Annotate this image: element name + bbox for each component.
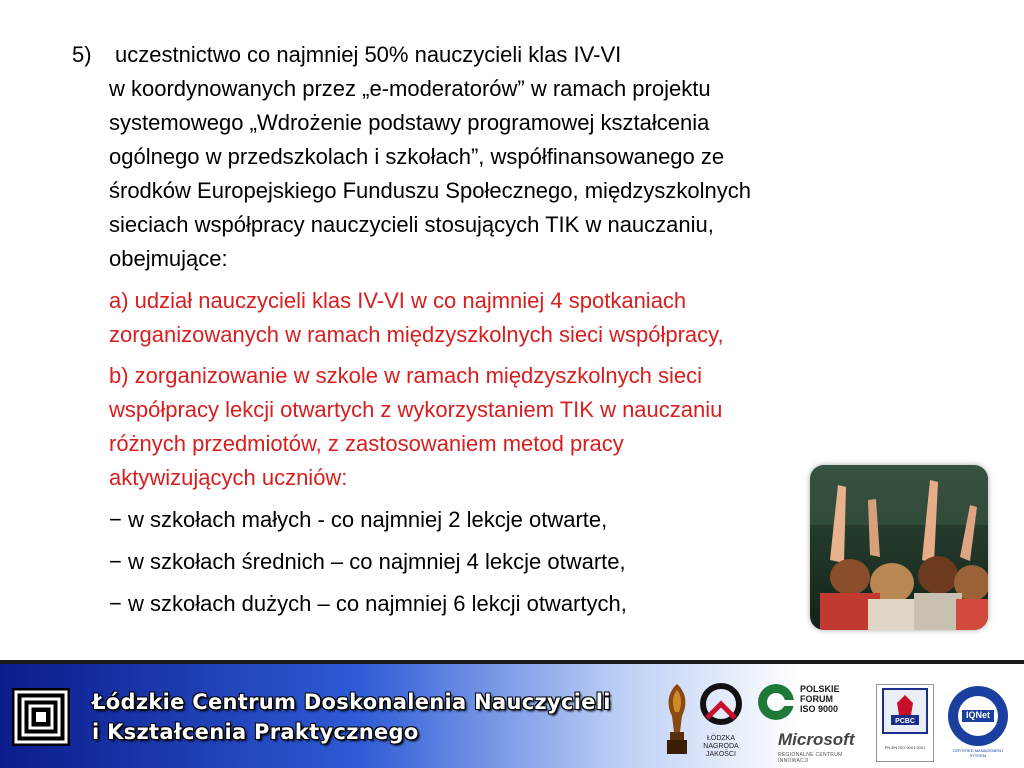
item-line: ogólnego w przedszkolach i szkołach”, współfinansowanego ze	[109, 144, 725, 169]
item-line: uczestnictwo co najmniej 50% nauczycieli klas IV-VI	[115, 42, 622, 67]
item-line: sieciach współpracy nauczycieli stosujących TIK w nauczaniu,	[109, 212, 714, 237]
point-b-line: współpracy lekcji otwartych z wykorzystaniem TIK w nauczaniu	[109, 397, 723, 422]
item-line: systemowego „Wdrożenie podstawy programowej kształcenia	[109, 110, 710, 135]
dash-item: − w szkołach małych - co najmniej 2 lekcje otwarte,	[109, 507, 608, 532]
pcbc-label: PCBC	[895, 718, 915, 725]
lodzka-nagroda-badge	[697, 678, 745, 764]
badge-lodzka-text: NAGRODA	[703, 743, 739, 750]
badge-lodzka-text: ŁÓDZKA	[706, 735, 735, 742]
item-line: środków Europejskiego Funduszu Społecznego, międzyszkolnych	[109, 178, 752, 203]
footer	[0, 660, 1024, 768]
point-b-line: b) zorganizowanie w szkole w ramach międzyszkolnych sieci	[109, 363, 703, 388]
iqnet-label: IQNet	[965, 710, 990, 720]
trophy-icon	[662, 682, 692, 760]
footer-strip	[0, 664, 1024, 768]
iqnet-badge	[946, 684, 1010, 756]
iqnet-ring-text: CERTIFIED MANAGEMENT SYSTEM	[952, 748, 1004, 758]
point-b-line: różnych przedmiotów, z zastosowaniem metod pracy	[109, 431, 624, 456]
point-a-line: a) udział nauczycieli klas IV-VI w co najmniej 4 spotkaniach	[109, 288, 687, 313]
microsoft-subtitle: REGIONALNE CENTRUM INNOWACJI	[778, 752, 843, 764]
institution-name-line2: i Kształcenia Praktycznego	[92, 720, 419, 744]
pfiso-logo-icon	[756, 682, 796, 722]
pcbc-subtitle: PN-EN ISO 9001:2001	[884, 745, 926, 750]
point-b-line: aktywizujących uczniów:	[109, 465, 348, 490]
microsoft-logo-text: Microsoft	[778, 730, 855, 749]
dash-item: − w szkołach średnich – co najmniej 4 lekcje otwarte,	[109, 549, 626, 574]
item-number: 5)	[72, 42, 92, 67]
classroom-photo	[810, 465, 988, 630]
square-logo-icon	[12, 688, 70, 746]
institution-name-line1: Łódzkie Centrum Doskonalenia Nauczycieli	[92, 690, 611, 714]
lodzka-nagroda-icon	[697, 678, 745, 730]
polskie-forum-badge	[756, 678, 862, 766]
badge-pf-text: ISO 9000	[800, 704, 839, 714]
item-line: obejmujące:	[109, 246, 228, 271]
classroom-illustration	[810, 465, 988, 630]
pcbc-badge	[876, 684, 934, 762]
badge-pf-text: POLSKIE	[800, 684, 840, 694]
item-line: w koordynowanych przez „e-moderatorów” w ramach projektu	[109, 76, 711, 101]
point-a-line: zorganizowanych w ramach międzyszkolnych sieci współpracy,	[109, 322, 724, 347]
badge-lodzka-text: JAKOŚCI	[706, 751, 736, 758]
badge-pf-text: FORUM	[800, 694, 833, 704]
dash-item: − w szkołach dużych – co najmniej 6 lekcji otwartych,	[109, 591, 627, 616]
pcbc-eagle-icon	[877, 685, 933, 737]
